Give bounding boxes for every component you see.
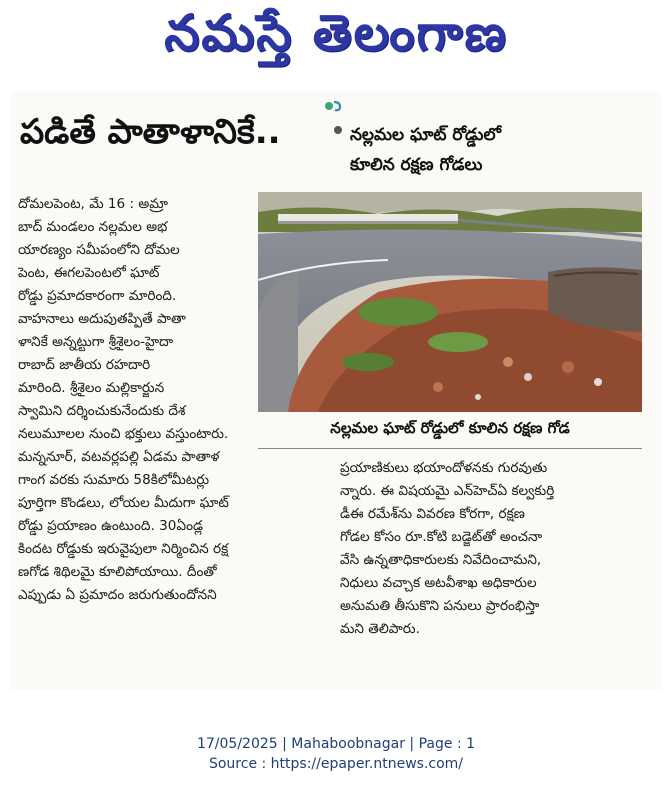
body-line: మారింది. శ్రీశైలం మల్లికార్జున: [18, 380, 165, 396]
ghat-road-photo: [258, 192, 642, 412]
body-line: గాంగ వరకు సుమారు 58కిలోమీటర్లు: [18, 472, 210, 488]
footer-source-link[interactable]: Source : https://epaper.ntnews.com/: [208, 756, 464, 772]
body-line: కిందట రోడ్డుకు ఇరువైపులా నిర్మించిన రక్ష: [18, 541, 229, 557]
bullet-icon: [334, 126, 342, 134]
body-line: బాద్ మండలం నల్లమల అభ: [18, 219, 168, 235]
newspaper-title: నమస్తే తెలంగాణ: [164, 4, 508, 62]
body-line: నిధులు వచ్చాక అటవీశాఖ అధికారుల: [340, 575, 537, 591]
body-line: రోడ్డు ప్రమాదకారంగా మారింది.: [18, 288, 177, 304]
body-line: పెంట, ఈగలపెంటలో ఘాట్: [18, 265, 160, 281]
article-photo: [258, 192, 642, 412]
body-line: రోడ్డు ప్రయాణం ఉంటుంది. 30ఏండ్ల: [18, 518, 204, 534]
page-footer: [0, 734, 672, 774]
body-line: న్నారు. ఈ విషయమై ఎన్‌హెచ్ఏ కల్వకుర్తి: [340, 483, 555, 499]
body-line: డీఈ రమేశ్‌ను వివరణ కోరగా, రక్షణ: [340, 506, 525, 522]
article-body-right: [340, 457, 652, 641]
photo-caption: నల్లమల ఘాట్ రోడ్డులో కూలిన రక్షణ గోడ: [258, 412, 642, 449]
newspaper-logo-icon: [323, 100, 343, 112]
body-line: పూర్తిగా కొండలు, లోయల మీదుగా ఘాట్: [18, 495, 229, 511]
body-line: మన్ననూర్, వటవర్లపల్లి ఏడమ పాతాళ: [18, 449, 220, 465]
article-subheading: [334, 120, 634, 180]
body-line: వాహనాలు అదుపుతప్పితే పాతా: [18, 311, 186, 327]
body-line: మని తెలిపారు.: [340, 621, 420, 637]
footer-date-edition: 17/05/2025 | Mahaboobnagar | Page : 1: [196, 736, 476, 752]
article-headline: పడితే పాతాళానికే..: [20, 112, 281, 152]
article-body-left-lower: [18, 423, 348, 607]
body-line: ప్రయాణికులు భయాందోళనకు గురవుతు: [340, 460, 548, 476]
masthead: [0, 0, 672, 78]
body-line: గోడల కోసం రూ.కోటి బడ్జెట్‌తో అంచనా: [340, 529, 543, 545]
body-line: అనుమతి తీసుకొని పనులు ప్రారంభిస్తా: [340, 598, 540, 614]
article-body-left: [18, 193, 254, 423]
body-line: యారణ్యం సమీపంలోని దోమల: [18, 242, 180, 258]
body-line: ఎప్పుడు ఏ ప్రమాదం జరుగుతుందోనని: [18, 587, 217, 603]
body-line: నలుమూలల నుంచి భక్తులు వస్తుంటారు.: [18, 426, 229, 442]
subheading-line-1: నల్లమల ఘాట్ రోడ్డులో: [350, 125, 501, 145]
body-line: స్వామిని దర్శించుకునేందుకు దేశ: [18, 403, 186, 419]
body-line: ణగోడ శిథిలమై కూలిపోయాయి. దీంతో: [18, 564, 217, 580]
body-line: ళానికే అన్నట్టుగా శ్రీశైలం-హైదా: [18, 334, 174, 350]
body-line: దోమలపెంట, మే 16 : అమ్రా: [18, 196, 169, 212]
body-line: రాబాద్ జాతీయ రహదారి: [18, 357, 151, 373]
body-line: వేసి ఉన్నతాధికారులకు నివేదించామని,: [340, 552, 542, 568]
subheading-line-2: కూలిన రక్షణ గోడలు: [350, 155, 483, 175]
